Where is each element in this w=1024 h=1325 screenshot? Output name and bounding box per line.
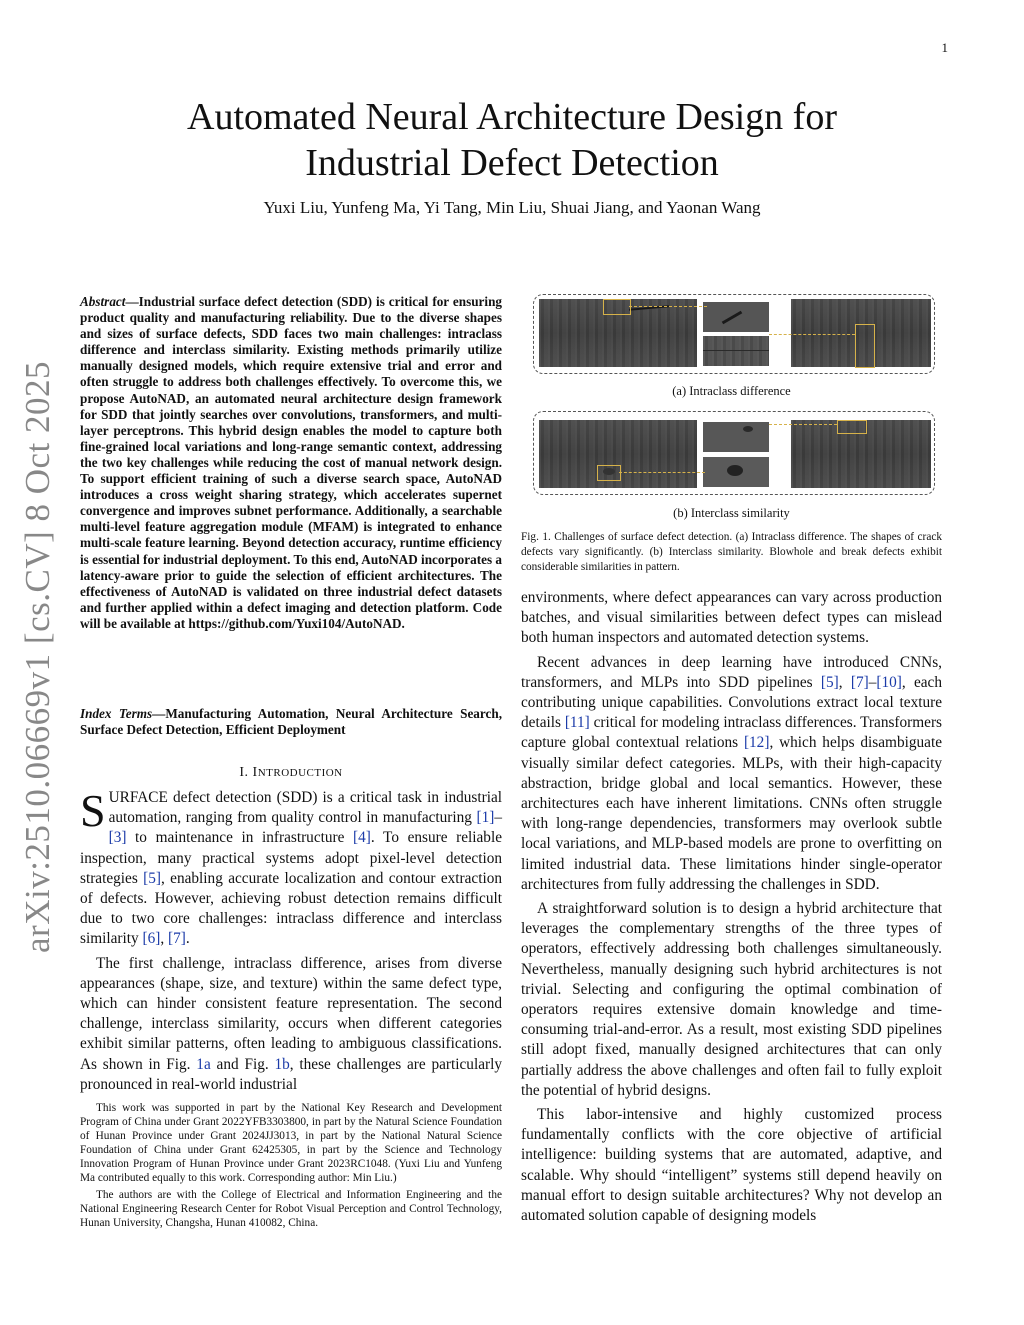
text-run: ,	[160, 930, 168, 948]
subfigure-caption-a: (a) Intraclass difference	[672, 384, 791, 398]
highlight-box	[837, 420, 867, 434]
intro-paragraph-2	[80, 954, 502, 1095]
text-run: , each contributing unique capabilities. Convolutions extract local texture details	[521, 673, 942, 732]
paragraph: This labor-intensive and highly customized process fundamentally conflicts with the core objective of artificial intelligence: building systems that are automated, adaptive, and scalable. Why should “intelligent” systems still depend heavily on manual effort to design suitable architectures? Why not develop an automated solution capable of designing models	[521, 1106, 942, 1225]
section-title-initial: I	[252, 765, 258, 780]
intro-paragraph-1	[80, 785, 502, 950]
citation-link[interactable]: [3]	[108, 829, 127, 847]
zoom-crop-top	[703, 422, 769, 452]
intro-body	[80, 785, 502, 1095]
citation-link[interactable]: [1]	[476, 809, 495, 827]
highlight-box	[855, 324, 875, 368]
section-number: I.	[239, 765, 249, 780]
figure-link[interactable]: 1a	[196, 1055, 211, 1073]
figure-caption: Fig. 1. Challenges of surface defect detection. (a) Intraclass difference. The shapes of crack defects vary significantly. (b) Interclass similarity. Blowhole and break defects exhibit considerable similarities in pattern.	[521, 531, 942, 573]
citation-link[interactable]: [7]	[850, 673, 869, 691]
text-run: to maintenance in infrastructure	[126, 829, 354, 847]
section-title-rest: NTRODUCTION	[257, 767, 343, 779]
figure-1	[521, 290, 942, 530]
zoom-crop-bottom	[703, 336, 769, 366]
funding-footnote: This work was supported in part by the National Key Research and Development Program of China under Grant 2022YFB3303800, in part by the Natural Science Foundation of Hunan Province under Grant 2024JJ3013, in part by the National Natural Science Foundation of China under Grant 62425305, in part by the Science and Technology Innovation Program of Hunan Province under Grant 2023RC1048. (Yuxi Liu and Yunfeng Ma contributed equally to this work. Corresponding author: Min Liu.)	[80, 1102, 502, 1184]
section-heading	[80, 765, 502, 781]
citation-link[interactable]: [12]	[743, 734, 770, 752]
title-line-1: Automated Neural Architecture Design for	[187, 96, 837, 138]
zoom-connector	[769, 424, 837, 425]
author-list: Yuxi Liu, Yunfeng Ma, Yi Tang, Min Liu, Shuai Jiang, and Yaonan Wang	[263, 198, 761, 217]
highlight-box	[603, 299, 631, 315]
abstract-text: —Industrial surface defect detection (SDD) is critical for ensuring product quality and manufacturing reliability. Due to the diverse shapes and sizes of surface defects, SDD faces two main challenges: intraclass difference and interclass similarity. Existing methods primarily utilize manually designed models, which require extensive trial and error and often struggle to address both challenges effectively. To overcome this, we propose AutoNAD, an automated neural architecture design framework for SDD that jointly searches over convolutions, transformers, and multi-layer perceptrons. This hybrid design enables the model to capture both fine-grained local variations and long-range semantic context, addressing the two key challenges while reducing the cost of manual network design. To support efficient training of such a diverse search space, AutoNAD introduces a cross weight sharing strategy, which accelerates supernet convergence and improves subnet performance. Additionally, a searchable multi-level feature aggregation module (MFAM) is integrated to enhance multi-scale feature learning. Beyond detection accuracy, runtime efficiency is essential for industrial deployment. To this end, AutoNAD incorporates a latency-aware prior to guide the selection of efficient architectures. The effectiveness of AutoNAD is validated on three industrial defect datasets and further applied within a defect imaging and detection platform. Code will be available at https://github.com/Yuxi104/AutoNAD.	[80, 294, 502, 631]
paragraph: environments, where defect appearances can vary across production batches, and visual similarities between defect types can mislead both human inspectors and automated detection systems.	[521, 589, 942, 647]
citation-link[interactable]: [6]	[142, 930, 161, 948]
text-run: , which helps disambiguate visually similar defect categories. MLPs, with their high-capacity abstraction, bridge global and local semantics. However, these architectures each have inherent limitations. CNNs often struggle with long-range dependencies, transformers may overlook subtle local variations, and MLP-based models are prone to overfitting on limited industrial data. These limitations hinder single-operator architectures from fully addressing the challenges in SDD.	[521, 734, 942, 893]
zoom-connector	[769, 334, 855, 335]
highlight-box	[597, 465, 621, 481]
text-run: Recent advances in deep learning have introduced CNNs, transformers, and MLPs into SDD pipelines	[521, 653, 942, 691]
paper-title	[0, 94, 1024, 186]
citation-link[interactable]: [5]	[143, 869, 161, 887]
drop-cap: S	[80, 785, 106, 836]
index-terms-text: —Manufacturing Automation, Neural Architecture Search, Surface Defect Detection, Efficient Deployment	[80, 706, 502, 738]
abstract	[80, 294, 502, 632]
zoom-crop-bottom	[703, 457, 769, 487]
affiliation-footnote: The authors are with the College of Electrical and Information Engineering and the National Engineering Research Center for Robot Visual Perception and Control Technology, Hunan University, Changsha, Hunan 410082, China.	[80, 1189, 502, 1229]
abstract-label: Abstract	[80, 294, 126, 309]
index-terms	[80, 706, 502, 738]
text-run: –	[868, 673, 877, 691]
citation-link[interactable]: [4]	[353, 829, 371, 847]
arxiv-stamp: arXiv:2510.06669v1 [cs.CV] 8 Oct 2025	[18, 360, 57, 953]
citation-link[interactable]: [10]	[876, 673, 902, 691]
footnotes	[80, 1101, 502, 1230]
paragraph	[521, 653, 942, 895]
text-run: ,	[838, 673, 851, 691]
text-run: URFACE defect detection (SDD) is a critical task in industrial automation, ranging from quality control in manufacturing	[108, 789, 502, 827]
citation-link[interactable]: [7]	[167, 930, 186, 948]
text-run: . To ensure reliable inspection, many practical systems adopt pixel-level detection strategies	[80, 829, 502, 887]
figure-link[interactable]: 1b	[274, 1055, 290, 1073]
index-terms-label: Index Terms	[80, 706, 153, 721]
subfigure-caption-b: (b) Interclass similarity	[673, 506, 790, 520]
page-number: 1	[941, 40, 948, 55]
text-run: –	[494, 809, 502, 827]
text-run: The first challenge, intraclass difference, arises from diverse appearances (shape, size, and texture) within the same defect type, which can hinder consistent feature representation. The second challenge, interclass similarity, occurs when different categories exhibit similar patterns, often leading to ambiguous classifications. As shown in Fig.	[80, 954, 502, 1073]
zoom-connector	[619, 472, 705, 473]
zoom-crop-top	[703, 302, 769, 332]
text-run: .	[185, 930, 190, 948]
text-run: critical for modeling intraclass differences. Transformers capture global contextual relations	[521, 714, 942, 752]
text-run: , enabling accurate localization and contour extraction of defects. However, achieving robust detection remains difficult due to two core challenges: intraclass difference and interclass similarity	[80, 869, 502, 948]
title-line-2: Industrial Defect Detection	[305, 142, 719, 184]
zoom-connector	[629, 306, 707, 307]
text-run: , these challenges are particularly pronounced in real-world industrial	[80, 1055, 502, 1093]
citation-link[interactable]: [5]	[820, 673, 839, 691]
text-run: and Fig.	[210, 1055, 275, 1073]
paragraph: A straightforward solution is to design a hybrid architecture that leverages the complementary strengths of the three types of operators, effectively addressing both challenges simultaneously. Nevertheless, manually designing such hybrid architectures is not trivial. Selecting and configuring the optimal combination of operators requires extensive domain knowledge and time-consuming trial-and-error. As a result, most existing SDD pipelines still adopt fixed, manually designed architectures that can only partially address the above challenges and often fail to fully exploit the potential of hybrid designs.	[521, 900, 942, 1099]
right-column-body	[521, 588, 942, 1226]
citation-link[interactable]: [11]	[564, 714, 590, 732]
